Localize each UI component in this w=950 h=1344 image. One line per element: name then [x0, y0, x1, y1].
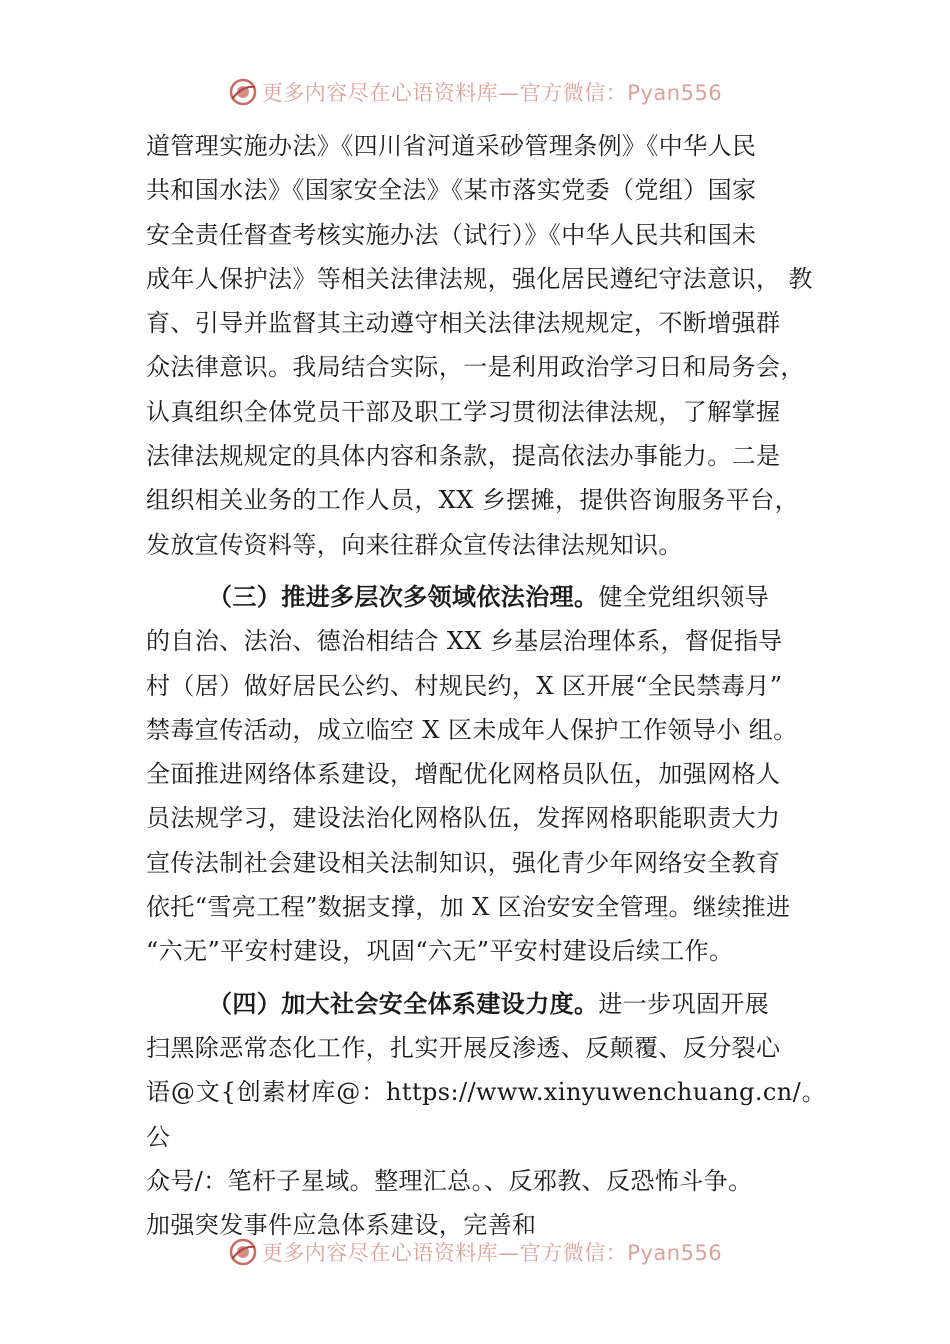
text-line: 的自治、法治、德治相结合 XX 乡基层治理体系，督促指导	[146, 627, 783, 656]
text-line: 众法律意识。我局结合实际，一是利用政治学习日和局务会，	[146, 353, 805, 382]
text-line: 村（居）做好居民公约、村规民约，X 区开展“全民禁毒月”	[146, 671, 783, 700]
text-line: 育、引导并监督其主动遵守相关法律法规规定，不断增强群	[146, 309, 781, 338]
banner-text: 更多内容尽在心语资料库—官方微信：Pyan556	[261, 81, 723, 105]
text-line: 发放宣传资料等，向来往群众宣传法律法规知识。	[146, 530, 683, 559]
footer-banner	[0, 1232, 950, 1272]
text-run: 健全党组织领导	[598, 582, 770, 611]
text-line: 全面推进网络体系建设，增配优化网格员队伍，加强网格人	[146, 760, 781, 789]
seal-logo-icon	[228, 1237, 258, 1267]
text-line: 语@文{创素材库@：https://www.xinyuwenchuang.cn/。公	[146, 1078, 826, 1151]
text-line: 法律法规规定的具体内容和条款，提高依法办事能力。二是	[146, 442, 781, 471]
text-line: 组织相关业务的工作人员，XX 乡摆摊，提供咨询服务平台，	[146, 486, 799, 515]
paragraph	[146, 575, 826, 974]
text-line: 宣传法制社会建设相关法制知识，强化青少年网络安全教育	[146, 848, 781, 877]
text-line: 共和国水法》《国家安全法》《某市落实党委（党组）国家	[146, 176, 757, 205]
paragraph	[146, 982, 826, 1248]
seal-logo-icon	[228, 77, 258, 107]
text-line: 道管理实施办法》《四川省河道采砂管理条例》《中华人民	[146, 132, 757, 160]
header-banner	[0, 72, 950, 112]
text-line: 众号/：笔杆子星域。整理汇总。、反邪教、反恐怖斗争。	[146, 1166, 753, 1195]
section-heading: （三）推进多层次多领域依法治理。	[208, 582, 599, 611]
paragraph-first-line	[146, 982, 826, 1026]
text-line: 禁毒宣传活动，成立临空 X 区未成年人保护工作领导小 组。	[146, 715, 798, 744]
banner-text: 更多内容尽在心语资料库—官方微信：Pyan556	[261, 1241, 723, 1265]
paragraph-first-line	[146, 575, 826, 619]
text-run: 进一步巩固开展	[598, 989, 770, 1018]
text-line: 认真组织全体党员干部及职工学习贯彻法律法规，了解掌握	[146, 397, 781, 426]
text-line: 扫黑除恶常态化工作，扎实开展反渗透、反颠覆、反分裂心	[146, 1033, 781, 1062]
document-body	[146, 124, 826, 1247]
text-line: 安全责任督查考核实施办法（试行）》《中华人民共和国未	[146, 220, 757, 249]
section-heading: （四）加大社会安全体系建设力度。	[208, 989, 599, 1018]
text-line: 加强突发事件应急体系建设，完善和	[146, 1211, 537, 1240]
text-line: 成年人保护法》等相关法律法规，强化居民遵纪守法意识， 教	[146, 264, 813, 293]
paragraph	[146, 124, 826, 567]
text-line: 依托“雪亮工程”数据支撑，加 X 区治安安全管理。继续推进	[146, 893, 791, 922]
text-line: 员法规学习，建设法治化网格队伍，发挥网格职能职责大力	[146, 804, 781, 833]
text-line: “六无”平安村建设，巩固“六无”平安村建设后续工作。	[146, 937, 734, 966]
